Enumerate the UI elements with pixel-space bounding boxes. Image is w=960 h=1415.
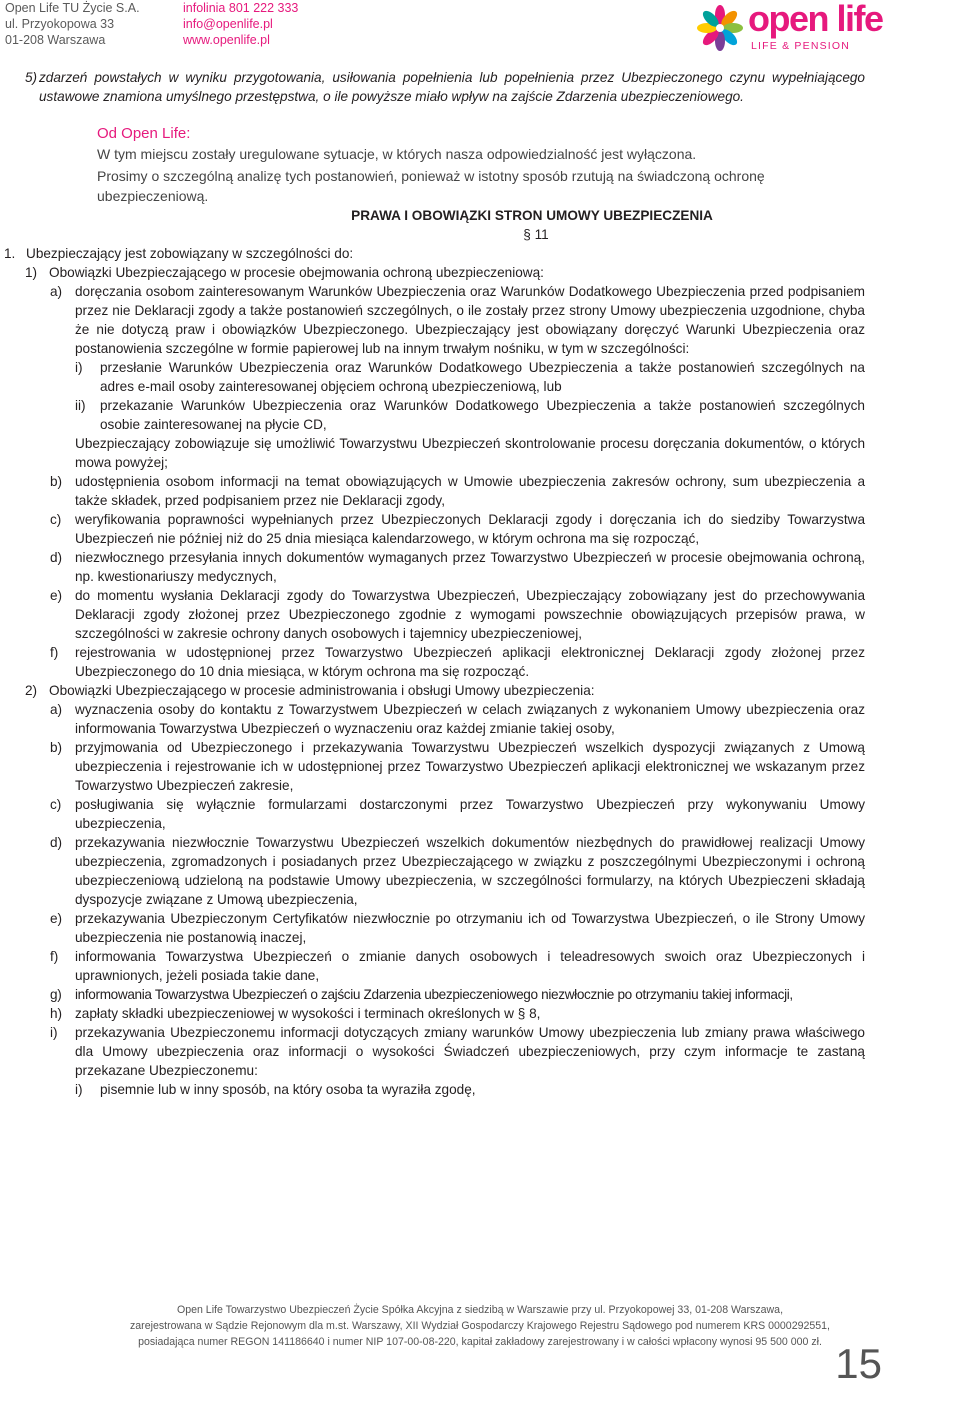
footer-line: posiadająca numer REGON 141186640 i numer NIP 107-00-08-220, kapitał zakładowy zarejestrowany i w całości wpłacony wynosi 95 500 000 zł. (138, 1336, 822, 1348)
list-item: ii) przekazanie Warunków Ubezpieczenia oraz Warunków Dodatkowego Ubezpieczenia a także postanowień szczególnych osobie zainteresowanej na płycie CD, (75, 398, 865, 432)
list-item: g) informowania Towarzystwa Ubezpieczeń o zajściu Zdarzenia ubezpieczeniowego niezwłocznie po otrzymaniu takiej informacji, (50, 987, 793, 1002)
clause-1 (4, 244, 960, 263)
exclusion-item-5 (0, 68, 960, 106)
list-item: d) niezwłocznego przesyłania innych dokumentów wymaganych przez Towarzystwo Ubezpieczeń w procesie obejmowania ochroną, np. kwestionariuszy medycznych, (50, 550, 865, 584)
list-item: f) rejestrowania w udostępnionej przez Towarzystwo Ubezpieczeń aplikacji elektronicznej Deklaracji zgody złożonej przez Ubezpieczonego do 10 dnia miesiąca, w którym ochrona ma się rozpocząć. (50, 645, 865, 679)
list-item: b) przyjmowania od Ubezpieczonego i przekazywania Towarzystwu Ubezpieczeń wszelkich dyspozycji związanych z Umową ubezpieczenia i rejestrowanie ich w udostępnionej przez Towarzystwo Ubezpieczeń aplikacji elektronicznej we wskazanym przez Towarzystwo Ubezpieczeń zakresie, (50, 740, 865, 793)
header-contact (183, 0, 298, 48)
email-link[interactable]: info@openlife.pl (183, 17, 273, 31)
item-text: zdarzeń powstałych w wyniku przygotowania, usiłowania popełnienia lub popełnienia przez Ubezpieczonego czynu wypełniającego ustawowe znamiona umyślnego przestępstwa, o ile powyższe miało wpływ na zajście Zdarzenia ubezpieczeniowego. (39, 70, 865, 104)
list-item: i) przesłanie Warunków Ubezpieczenia oraz Warunków Dodatkowego Ubezpieczenia a także postanowień szczególnych na adres e-mail osoby zainteresowanej objęciem ochroną ubezpieczeniową, lub (75, 360, 865, 394)
list-item: c) posługiwania się wyłącznie formularzami dostarczonymi przez Towarzystwo Ubezpieczeń przy wykonywaniu Umowy ubezpieczenia, (50, 797, 865, 831)
note-line-1: W tym miejscu zostały uregulowane sytuacje, w których nasza odpowiedzialność jest wyłączona. (97, 146, 697, 162)
logo-tagline: LIFE & PENSION (751, 40, 851, 52)
list-item: i) przekazywania Ubezpieczonemu informacji dotyczących zmiany warunków Umowy ubezpieczenia lub zmiany prawa właściwego dla Umowy ubezpieczenia oraz informacji o wysokości Świadczeń ubezpieczeniowych, przy czym informacje te zastaną przekazane Ubezpieczonemu: (50, 1025, 865, 1078)
open-life-note (97, 124, 797, 206)
note-title: Od Open Life: (97, 125, 191, 142)
list-item: Ubezpieczający zobowiązuje się umożliwić Towarzystwu Ubezpieczeń skontrolowanie procesu doręczania dokumentów, o których mowa powyżej; (75, 436, 865, 470)
section-title: PRAWA I OBOWIĄZKI STRON UMOWY UBEZPIECZENIA (351, 208, 713, 223)
list-item: e) do momentu wysłania Deklaracji zgody do Towarzystwa Ubezpieczeń, Ubezpieczający zobowiązany jest do przechowywania Deklaracji zgody złożonej przez Ubezpieczonego zgodnie z wymogami powszechnie obowiązujących przepisów prawa, w szczególności w zakresie ochrony danych osobowych i tajemnicy ubezpieczeniowej, (50, 588, 865, 641)
list-item: c) weryfikowania poprawności wypełnianych przez Ubezpieczonych Deklaracji zgody i doręczania ich do siedziby Towarzystwa Ubezpieczeń nie później niż do 25 dnia miesiąca kalendarzowego, w którym ochrona ma się rozpocząć, (50, 512, 865, 546)
list-item: a) wyznaczenia osoby do kontaktu z Towarzystwem Ubezpieczeń w celach związanych z wykonaniem Umowy ubezpieczenia oraz informowania Towarzystwa Ubezpieczeń o wyznaczeniu oraz każdej zmianie takiej osoby, (50, 702, 865, 736)
list-item: d) przekazywania niezwłocznie Towarzystwu Ubezpieczeń wszelkich dokumentów niezbędnych do prawidłowej realizacji Umowy ubezpieczenia, zgromadzonych i posiadanych przez Ubezpieczającego w związku z poszczególnymi Ubezpieczonymi i ochroną ubezpieczeniową udzieloną na podstawie Umowy ubezpieczenia, w szczególności formularzy, na których Ubezpieczeni składają dyspozycje związane z Umową ubezpieczenia, (50, 835, 865, 907)
list-item: e) przekazywania Ubezpieczonym Certyfikatów niezwłocznie po otrzymaniu ich od Towarzystwa Ubezpieczeń, o ile Strony Umowy ubezpieczenia nie postanowią inaczej, (50, 911, 865, 945)
subsection-1 (25, 263, 960, 282)
footer-line: zarejestrowana w Sądzie Rejonowym dla m.st. Warszawy, XII Wydział Gospodarczy Krajowego Rejestru Sądowego pod numerem KRS 0000292551, (129, 1320, 830, 1332)
flower-logo-icon (694, 2, 746, 54)
item-number: 5) (25, 70, 38, 85)
company-footer (0, 1302, 960, 1350)
page-number: 15 (835, 1340, 882, 1387)
hotline: infolinia 801 222 333 (183, 1, 299, 15)
open-life-logo (694, 2, 884, 54)
note-line-2: Prosimy o szczególną analizę tych postanowień, ponieważ w istotny sposób rzutują na świadczoną ochronę ubezpieczeniową. (97, 168, 765, 204)
company-city: 01-208 Warszawa (5, 33, 106, 47)
company-name: Open Life TU Życie S.A. (5, 1, 140, 15)
subsection-number: 2) (25, 683, 38, 698)
subsection-2 (25, 681, 960, 700)
footer-line: Open Life Towarzystwo Ubezpieczeń Życie Spółka Akcyjna z siedzibą w Warszawie przy ul. Przyokopowej 33, 01-208 Warszawa, (176, 1304, 784, 1316)
subsection-text: Obowiązki Ubezpieczającego w procesie administrowania i obsługi Umowy ubezpieczenia: (49, 683, 595, 698)
paragraph-number: § 11 (523, 227, 549, 242)
website-link[interactable]: www.openlife.pl (183, 33, 270, 47)
header-company (5, 0, 140, 48)
list-item: i) pisemnie lub w inny sposób, na który osoba ta wyraziła zgodę, (75, 1082, 476, 1097)
document-body (0, 68, 960, 1099)
logo-wordmark: open life (748, 0, 883, 39)
list-item: b) udostępnienia osobom informacji na temat obowiązujących w Umowie ubezpieczenia zakresów ochrony, sum ubezpieczenia a także składek, przed podpisaniem przez nie Deklaracji zgody, (50, 474, 865, 508)
clause-text: Ubezpieczający jest zobowiązany w szczególności do: (26, 246, 354, 261)
company-street: ul. Przyokopowa 33 (5, 17, 115, 31)
subsection-text: Obowiązki Ubezpieczającego w procesie obejmowania ochroną ubezpieczeniową: (49, 265, 544, 280)
list-item: h) zapłaty składki ubezpieczeniowej w wysokości i terminach określonych w § 8, (50, 1006, 541, 1021)
list-item: a) doręczania osobom zainteresowanym Warunków Ubezpieczenia oraz Warunków Dodatkowego Ubezpieczenia przed podpisaniem przez nie Deklaracji zgody a także postanowień szczególnych, o ile zostały przez strony Umowy ubezpieczenia uzgodnione, chyba że nie dotyczą praw i obowiązków Ubezpieczonego. Ubezpieczający jest obowiązany doręczyć Warunki Ubezpieczenia oraz postanowienia szczególne w formie papierowej lub na innym trwałym nośniku, w tym w szczególności: (50, 284, 865, 356)
list-item: f) informowania Towarzystwa Ubezpieczeń o zmianie danych osobowych i teleadresowych swoich oraz Ubezpieczonych i uprawnionych, jeżeli posiada takie dane, (50, 949, 865, 983)
clause-number: 1. (4, 246, 16, 261)
subsection-number: 1) (25, 265, 38, 280)
